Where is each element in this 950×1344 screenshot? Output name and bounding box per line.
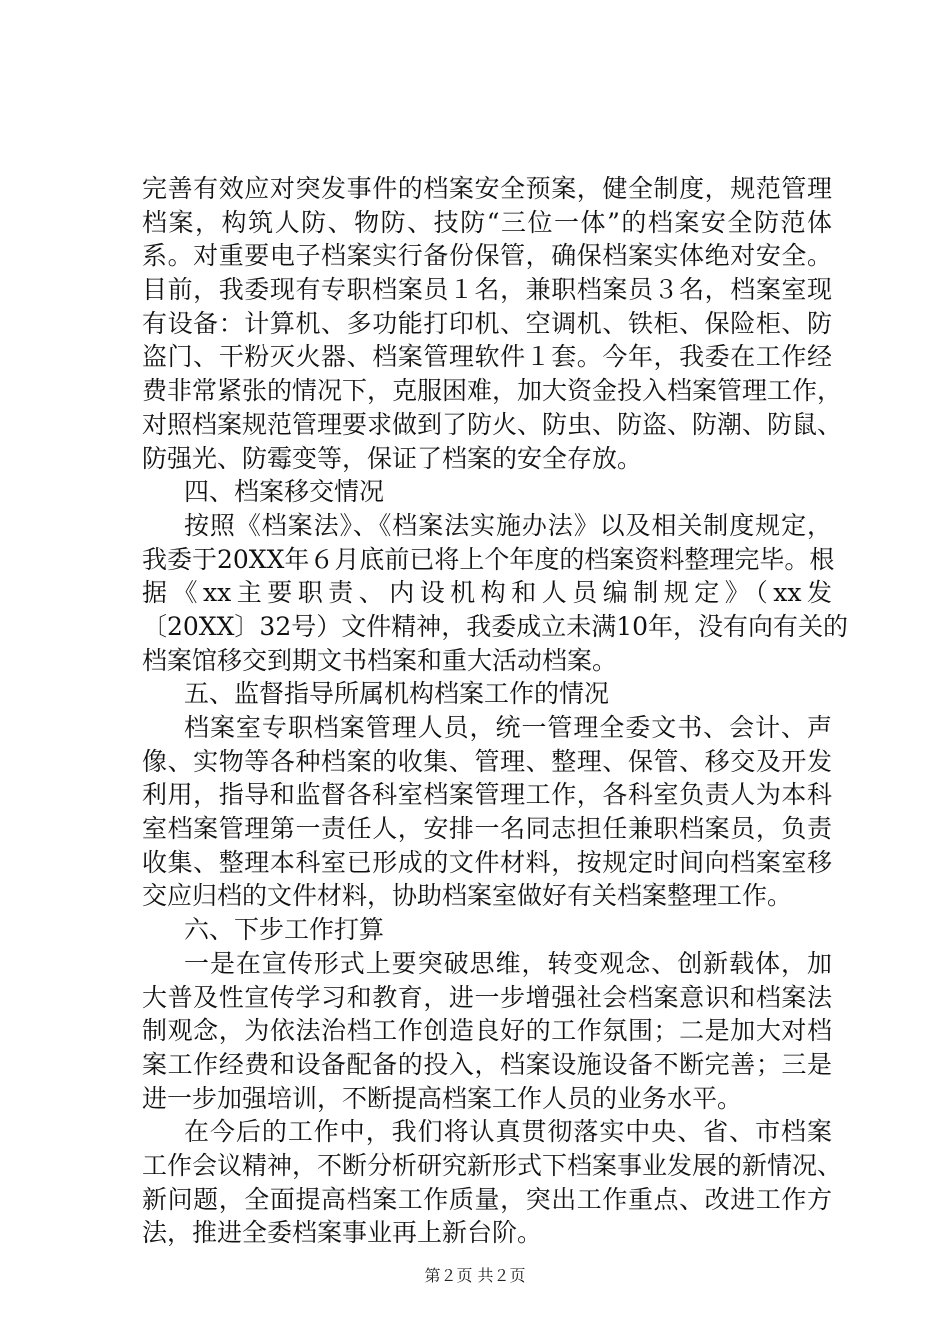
- text-line: 交应归档的文件材料，协助档案室做好有关档案整理工作。: [142, 881, 793, 911]
- text-line: 〔20XX〕32号）文件精神，我委成立未满10年，没有向有关的: [142, 611, 849, 641]
- text-line: 工作会议精神，不断分析研究新形式下档案事业发展的新情况、: [142, 1150, 843, 1180]
- section-heading: 五、监督指导所属机构档案工作的情况: [184, 679, 610, 709]
- section-heading: 四、档案移交情况: [184, 477, 385, 507]
- text-line: 防强光、防霉变等，保证了档案的安全存放。: [142, 443, 643, 473]
- text-line: 按照《档案法》、《档案法实施办法》以及相关制度规定，: [184, 510, 832, 540]
- text-line: 一是在宣传形式上要突破思维，转变观念、创新载体，加: [184, 948, 832, 978]
- document-body: [142, 172, 849, 1250]
- text-line: 利用，指导和监督各科室档案管理工作，各科室负责人为本科: [142, 780, 832, 810]
- text-line: 室档案管理第一责任人，安排一名同志担任兼职档案员，负责: [142, 814, 832, 844]
- text-line: 对照档案规范管理要求做到了防火、防虫、防盗、防潮、防鼠、: [142, 409, 843, 439]
- text-line: 据《xx主要职责、内设机构和人员编制规定》（xx发: [142, 578, 832, 608]
- text-line: 档案馆移交到期文书档案和重大活动档案。: [142, 645, 618, 675]
- text-line: 完善有效应对突发事件的档案安全预案，健全制度，规范管理: [142, 174, 832, 203]
- text-line: 法，推进全委档案事业再上新台阶。: [142, 1218, 543, 1248]
- text-line: 目前，我委现有专职档案员１名，兼职档案员３名，档案室现: [142, 275, 832, 305]
- text-line: 像、实物等各种档案的收集、管理、整理、保管、移交及开发: [142, 746, 832, 776]
- text-line: 在今后的工作中，我们将认真贯彻落实中央、省、市档案: [184, 1117, 832, 1147]
- text-line: 档案，构筑人防、物防、技防“三位一体”的档案安全防范体: [142, 207, 832, 237]
- section-heading: 六、下步工作打算: [184, 915, 385, 945]
- text-line: 新问题，全面提高档案工作质量，突出工作重点、改进工作方: [142, 1184, 832, 1214]
- text-line: 进一步加强培训，不断提高档案工作人员的业务水平。: [142, 1083, 743, 1113]
- text-line: 盗门、干粉灭火器、档案管理软件１套。今年，我委在工作经: [142, 342, 832, 372]
- text-line: 制观念，为依法治档工作创造良好的工作氛围；二是加大对档: [142, 1016, 832, 1046]
- text-line: 大普及性宣传学习和教育，进一步增强社会档案意识和档案法: [142, 982, 832, 1012]
- page-number: 第２页 共２页: [424, 1266, 526, 1285]
- text-line: 收集、整理本科室已形成的文件材料，按规定时间向档案室移: [142, 847, 832, 877]
- text-line: 系。对重要电子档案实行备份保管，确保档案实体绝对安全。: [142, 241, 832, 271]
- text-line: 我委于20XX年６月底前已将上个年度的档案资料整理完毕。根: [142, 544, 835, 574]
- text-line: 案工作经费和设备配备的投入，档案设施设备不断完善；三是: [142, 1049, 832, 1079]
- text-line: 有设备：计算机、多功能打印机、空调机、铁柜、保险柜、防: [142, 308, 832, 338]
- text-line: 费非常紧张的情况下，克服困难，加大资金投入档案管理工作，: [142, 376, 843, 406]
- text-line: 档案室专职档案管理人员，统一管理全委文书、会计、声: [184, 713, 832, 742]
